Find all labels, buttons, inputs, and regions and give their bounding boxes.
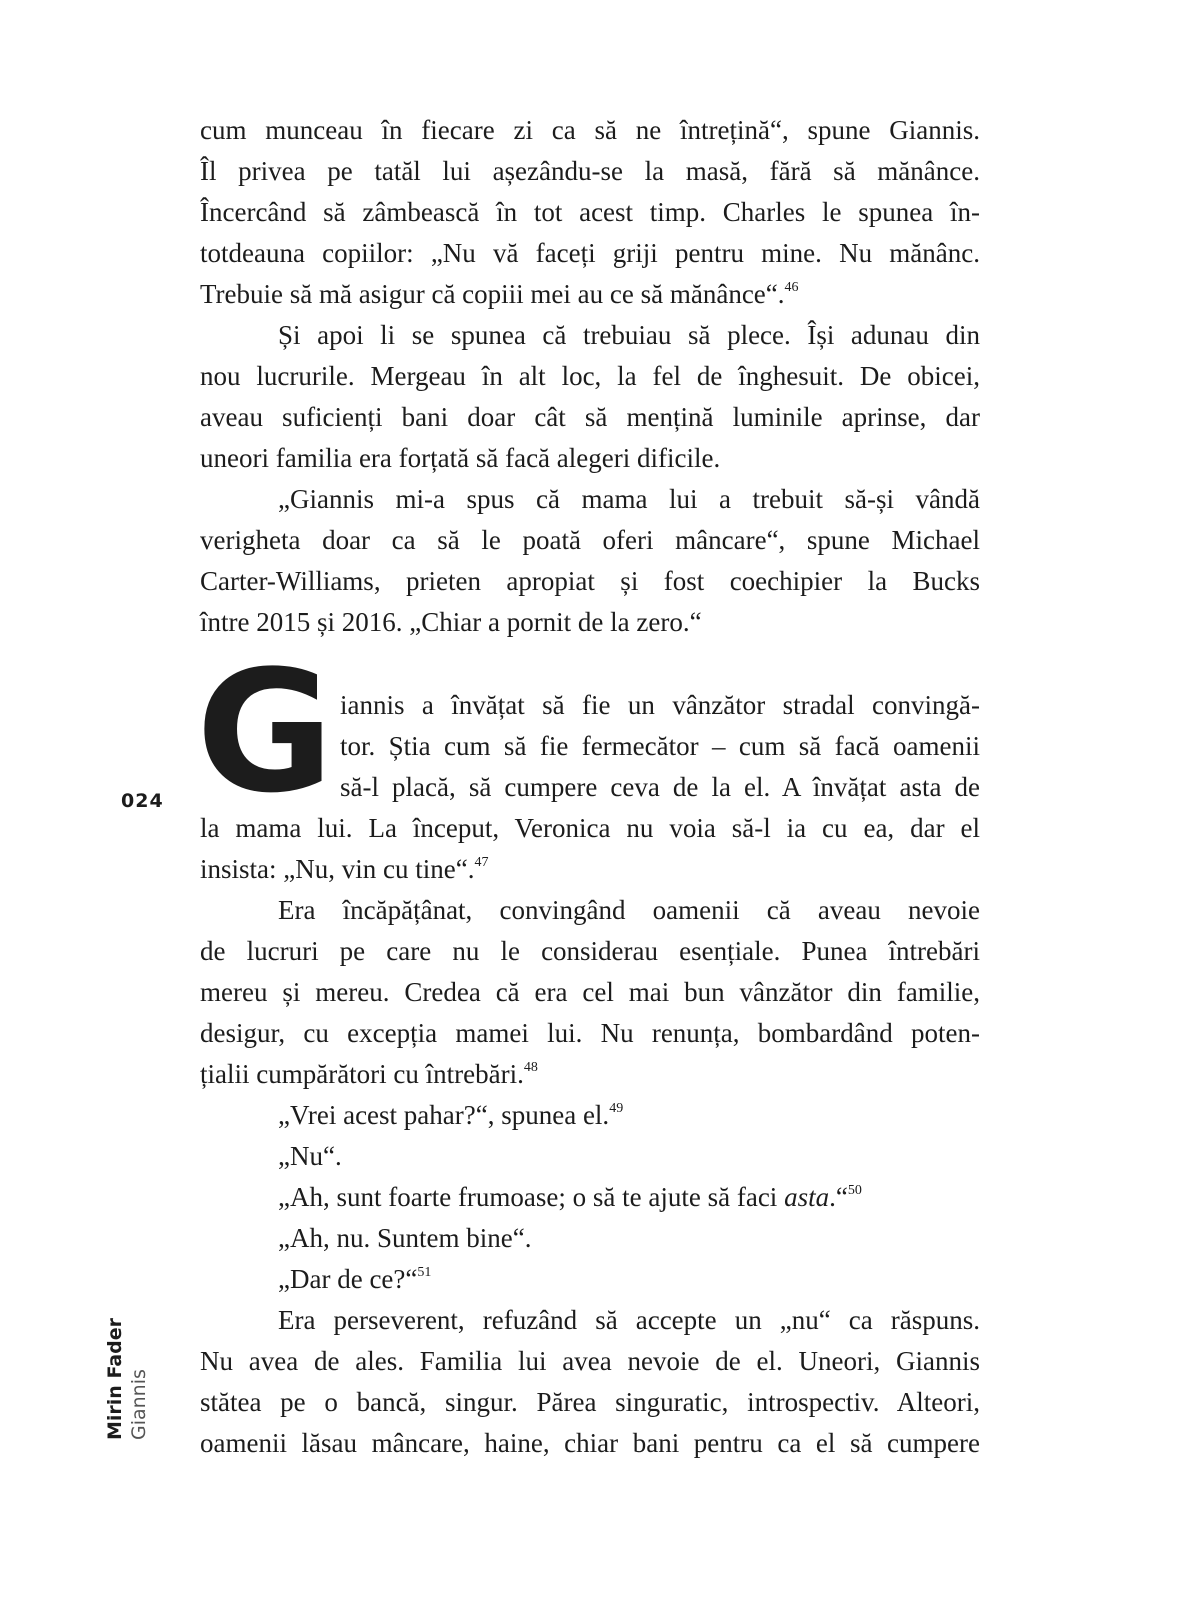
- emphasis-text: asta: [784, 1182, 830, 1212]
- text-line: totdeauna copiilor: „Nu vă faceți griji pentru mine. Nu mănânc.: [200, 238, 980, 268]
- text-line: Îl privea pe tatăl lui așezându-se la masă, fără să mănânce.: [200, 156, 980, 186]
- text-segment: Trebuie să mă asigur că copiii mei au ce să mănânce“.: [200, 279, 785, 309]
- text-line: [200, 849, 980, 890]
- paragraph-6: [200, 1300, 980, 1464]
- text-line: Carter-Williams, prieten apropiat și fost coechipier la Bucks: [200, 566, 980, 596]
- dialogue-line: [200, 1095, 980, 1136]
- book-title: Giannis: [128, 1369, 150, 1440]
- footnote-ref: 46: [784, 280, 799, 295]
- text-line: desigur, cu excepția mamei lui. Nu renunța, bombardând poten-: [200, 1018, 980, 1048]
- text-segment: insista: „Nu, vin cu tine“.: [200, 854, 475, 884]
- text-line: [200, 274, 980, 315]
- dialogue-line: „Ah, nu. Suntem bine“.: [278, 1223, 532, 1253]
- text-line: Și apoi li se spunea că trebuiau să plece. Își adunau din: [278, 320, 980, 350]
- text-line: uneori familia era forțată să facă alegeri dificile.: [200, 443, 721, 473]
- paragraph-4: [200, 685, 980, 890]
- footnote-ref: 49: [609, 1101, 624, 1116]
- footnote-ref: 48: [523, 1060, 538, 1075]
- section-break: [200, 643, 980, 685]
- page-number: 024: [121, 790, 164, 812]
- text-line: cum munceau în fiecare zi ca să ne întrețină“, spune Giannis.: [200, 115, 980, 145]
- footnote-ref: 51: [417, 1265, 432, 1280]
- text-segment: „Vrei acest pahar?“, spunea el.: [278, 1100, 610, 1130]
- paragraph-5: [200, 890, 980, 1095]
- text-line: de lucruri pe care nu le considerau esențiale. Punea întrebări: [200, 936, 980, 966]
- running-head: [103, 1140, 163, 1440]
- paragraph-2: [200, 315, 980, 479]
- text-segment: .“: [829, 1182, 848, 1212]
- drop-cap: G: [196, 634, 334, 830]
- text-line: tor. Știa cum să fie fermecător – cum să facă oamenii: [340, 731, 980, 761]
- footnote-ref: 47: [474, 855, 489, 870]
- text-segment: țialii cumpărători cu întrebări.: [200, 1059, 524, 1089]
- body-text: [200, 110, 980, 1464]
- text-line: nou lucrurile. Mergeau în alt loc, la fel de înghesuit. De obicei,: [200, 361, 980, 391]
- text-line: iannis a învățat să fie un vânzător stradal convingă-: [340, 690, 980, 720]
- text-segment: „Dar de ce?“: [278, 1264, 418, 1294]
- text-line: Era perseverent, refuzând să accepte un „nu“ ca răspuns.: [278, 1305, 980, 1335]
- paragraph-3: [200, 479, 980, 643]
- dialogue-line: [200, 1177, 980, 1218]
- text-line: la mama lui. La început, Veronica nu voia să-l ia cu ea, dar el: [200, 813, 980, 843]
- text-line: Încercând să zâmbească în tot acest timp. Charles le spunea în-: [200, 197, 980, 227]
- text-line: mereu și mereu. Credea că era cel mai bun vânzător din familie,: [200, 977, 980, 1007]
- paragraph-1: [200, 110, 980, 315]
- dialogue-line: „Nu“.: [278, 1141, 342, 1171]
- text-line: „Giannis mi-a spus că mama lui a trebuit să-și vândă: [278, 484, 980, 514]
- footnote-ref: 50: [847, 1183, 862, 1198]
- text-line: oamenii lăsau mâncare, haine, chiar bani pentru ca el să cumpere: [200, 1428, 980, 1458]
- text-line: stătea pe o bancă, singur. Părea singuratic, introspectiv. Alteori,: [200, 1387, 980, 1417]
- text-line: între 2015 și 2016. „Chiar a pornit de la zero.“: [200, 607, 702, 637]
- dialogue: [200, 1095, 980, 1300]
- text-segment: „Ah, sunt foarte frumoase; o să te ajute să faci: [278, 1182, 785, 1212]
- text-line: Nu avea de ales. Familia lui avea nevoie de el. Uneori, Giannis: [200, 1346, 980, 1376]
- text-line: verigheta doar ca să le poată oferi mâncare“, spune Michael: [200, 525, 980, 555]
- dialogue-line: [200, 1259, 980, 1300]
- text-line: [200, 1054, 980, 1095]
- author-name: Mirin Fader: [104, 1318, 126, 1440]
- text-line: Era încăpățânat, convingând oamenii că aveau nevoie: [278, 895, 980, 925]
- text-line: aveau suficienți bani doar cât să mențină luminile aprinse, dar: [200, 402, 980, 432]
- text-line: să-l placă, să cumpere ceva de la el. A învățat asta de: [340, 772, 980, 802]
